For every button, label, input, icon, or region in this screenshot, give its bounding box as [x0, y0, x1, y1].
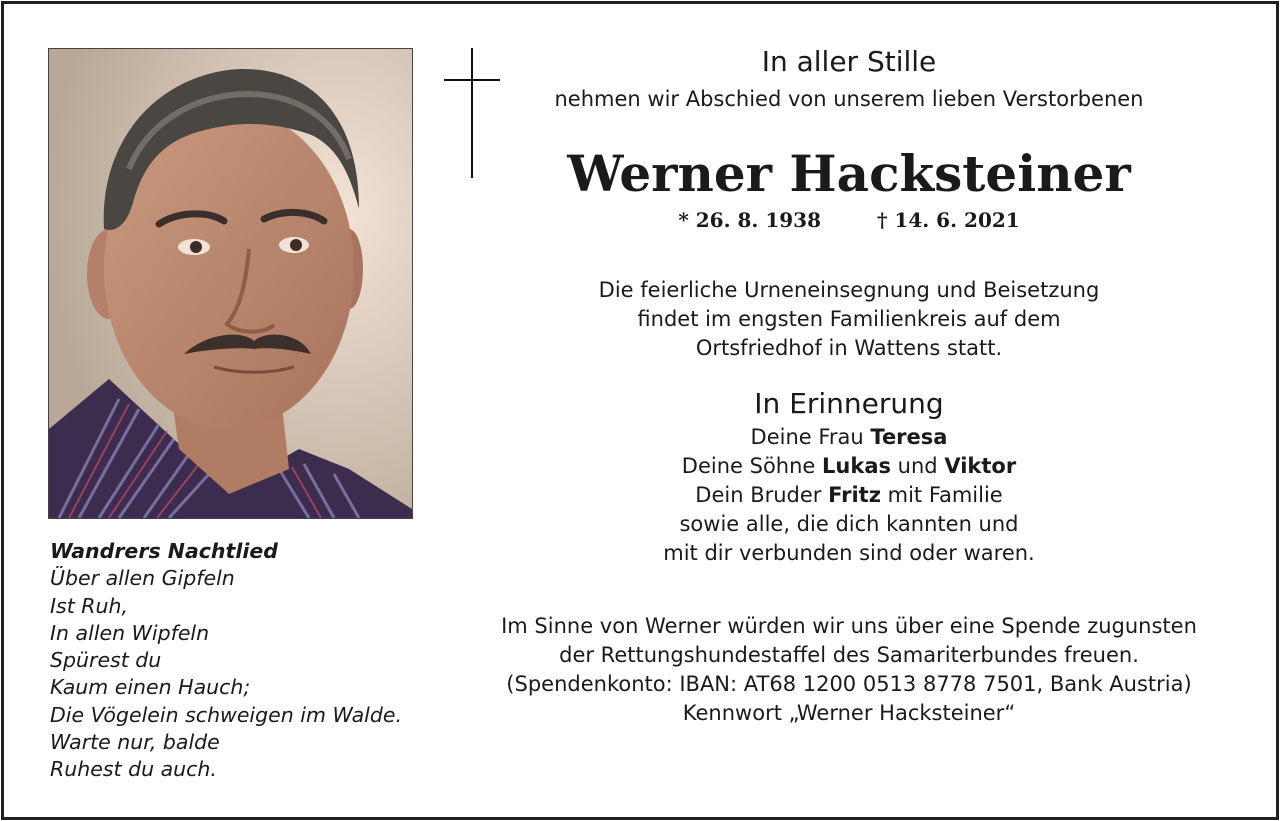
poem-line: Spürest du: [50, 648, 162, 673]
ceremony-line: findet im engsten Familienkreis auf dem: [637, 307, 1061, 331]
portrait-illustration: [49, 49, 412, 518]
family-line-others: sowie alle, die dich kannten und: [679, 512, 1019, 536]
son-name: Lukas: [822, 454, 891, 478]
brother-suffix: mit Familie: [880, 483, 1003, 507]
family-line-others: mit dir verbunden sind oder waren.: [663, 541, 1035, 565]
obituary-card: [1, 1, 1279, 820]
wife-prefix: Deine Frau: [750, 425, 871, 449]
brother-prefix: Dein Bruder: [695, 483, 829, 507]
ceremony-notice: [434, 276, 1264, 363]
deceased-name: Werner Hacksteiner: [567, 144, 1131, 203]
poem-line: In allen Wipfeln: [50, 620, 210, 645]
donation-line: Kennwort „Werner Hacksteiner“: [682, 701, 1016, 725]
brother-name: Fritz: [828, 483, 881, 507]
donation-notice: [434, 612, 1264, 728]
poem-line: Ist Ruh,: [50, 593, 129, 618]
life-dates: [434, 204, 1264, 236]
wife-name: Teresa: [870, 425, 948, 449]
donation-line: Im Sinne von Werner würden wir uns über eine Spende zugunsten: [501, 614, 1197, 638]
remembrance-title: In Erinnerung: [754, 387, 944, 420]
death-date: † 14. 6. 2021: [877, 208, 1020, 232]
poem-line: Warte nur, balde: [50, 730, 220, 755]
sons-and: und: [891, 454, 945, 478]
portrait-photo: [48, 48, 413, 519]
donation-line: der Rettungshundestaffel des Samariterbundes freuen.: [559, 643, 1139, 667]
header-line-1: In aller Stille: [761, 45, 937, 78]
poem: [50, 538, 450, 784]
birth-date: * 26. 8. 1938: [678, 208, 821, 232]
son-name: Viktor: [944, 454, 1017, 478]
poem-line: Ruhest du auch.: [50, 757, 217, 782]
ceremony-line: Ortsfriedhof in Wattens statt.: [695, 336, 1003, 360]
poem-line: Kaum einen Hauch;: [50, 675, 251, 700]
obituary-text: [434, 42, 1264, 728]
poem-line: Die Vögelein schweigen im Walde.: [50, 702, 402, 727]
family-line-brother: [434, 481, 1264, 510]
sons-prefix: Deine Söhne: [681, 454, 823, 478]
poem-title: Wandrers Nachtlied: [50, 539, 278, 563]
family-list: [434, 423, 1264, 568]
donation-line: (Spendenkonto: IBAN: AT68 1200 0513 8778 7501, Bank Austria): [506, 672, 1192, 696]
poem-line: Über allen Gipfeln: [50, 566, 235, 591]
family-line-wife: [434, 423, 1264, 452]
header-line-2: nehmen wir Abschied von unserem lieben Verstorbenen: [554, 87, 1144, 111]
ceremony-line: Die feierliche Urneneinsegnung und Beisetzung: [598, 278, 1100, 302]
family-line-sons: [434, 452, 1264, 481]
